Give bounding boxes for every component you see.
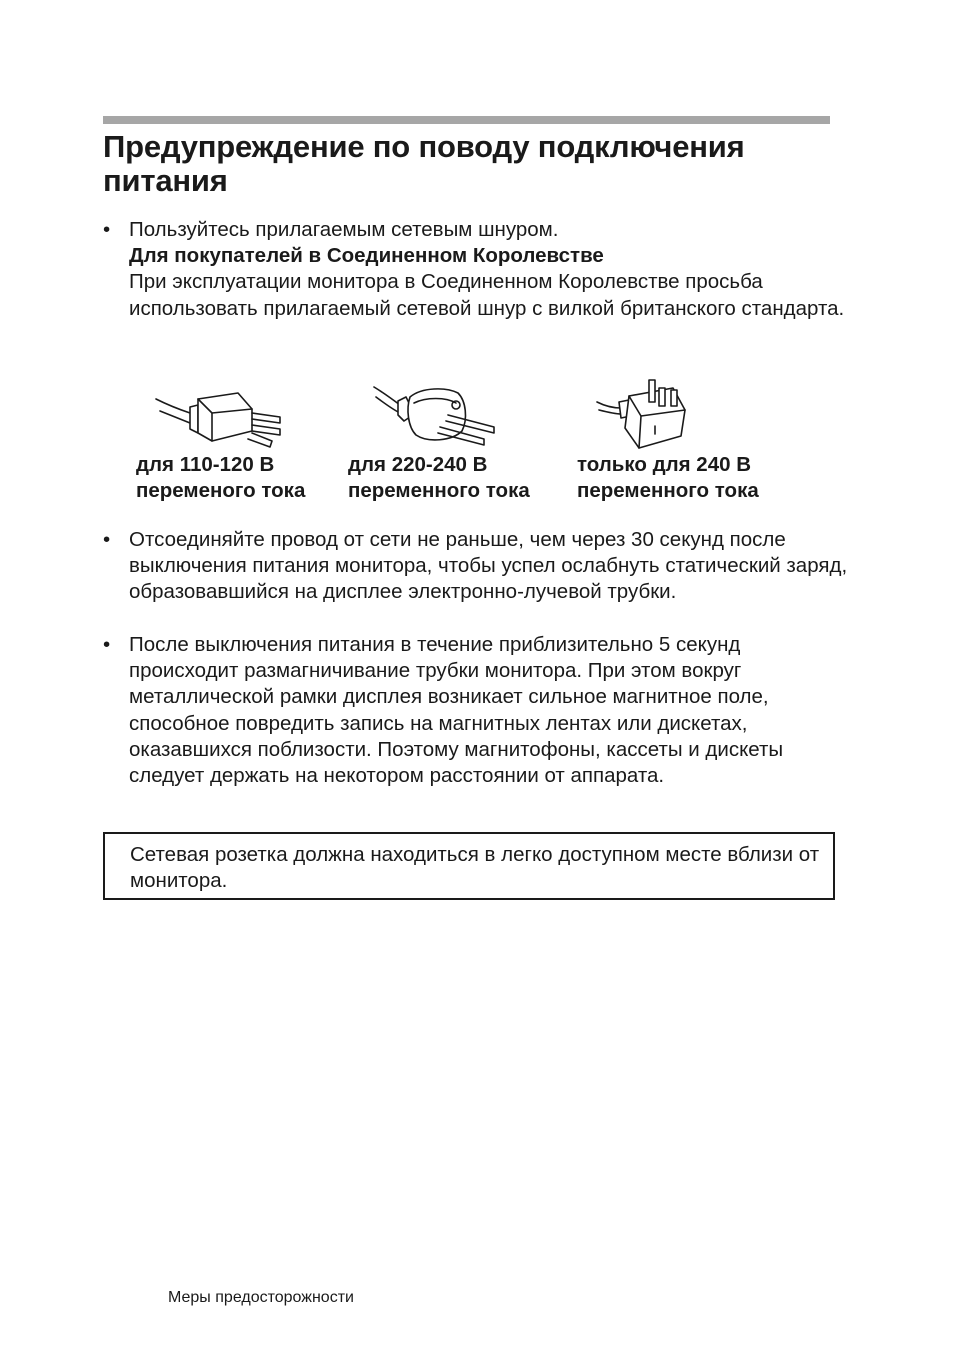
- bullet-symbol: •: [103, 528, 111, 551]
- plug-caption-euro: для 220-240 В переменного тока: [348, 453, 530, 502]
- plug-caption-us: для 110-120 В переменого тока: [136, 453, 306, 502]
- bullet-symbol: •: [103, 218, 111, 241]
- bullet-power-cord: [103, 217, 849, 322]
- notice-text: Сетевая розетка должна находиться в легко доступном месте вблизи от монитора.: [130, 843, 820, 893]
- bullet-text: Пользуйтесь прилагаемым сетевым шнуром.: [129, 218, 559, 241]
- bullet-subheading: Для покупателей в Соединенном Королевстве: [129, 244, 604, 268]
- bullet-text: При эксплуатации монитора в Соединенном Королевстве просьба использовать прилагаемый сетевой шнур с вилкой британского стандарта.: [129, 270, 845, 320]
- bullet-text: После выключения питания в течение приблизительно 5 секунд происходит размагничивание трубки монитора. При этом вокруг металлической рамки дисплея возникает сильное магнитное поле, способное повредить запись на магнитных лентах или дискетах, оказавшихся поблизости. Поэтому магнитофоны, кассеты и дискеты следует держать на некотором расстоянии от аппарата.: [129, 633, 784, 788]
- notice-box: [103, 832, 835, 900]
- top-rule: [103, 116, 830, 124]
- uk-plug-icon: [595, 376, 695, 452]
- us-plug-icon: [150, 383, 290, 455]
- euro-plug-icon: [370, 379, 510, 451]
- bullet-disconnect: [103, 527, 849, 606]
- bullet-text: Отсоединяйте провод от сети не раньше, чем через 30 секунд после выключения питания монитора, чтобы успел ослабнуть статический заряд, образовавшийся на дисплее электронно-лучевой трубки.: [129, 528, 848, 604]
- page-title: Предупреждение по поводу подключения питания: [103, 129, 745, 198]
- bullet-symbol: •: [103, 633, 111, 656]
- plug-caption-uk: только для 240 В переменного тока: [577, 453, 759, 502]
- bullet-degauss: [103, 632, 849, 789]
- page-footer: Меры предосторожности: [168, 1289, 354, 1306]
